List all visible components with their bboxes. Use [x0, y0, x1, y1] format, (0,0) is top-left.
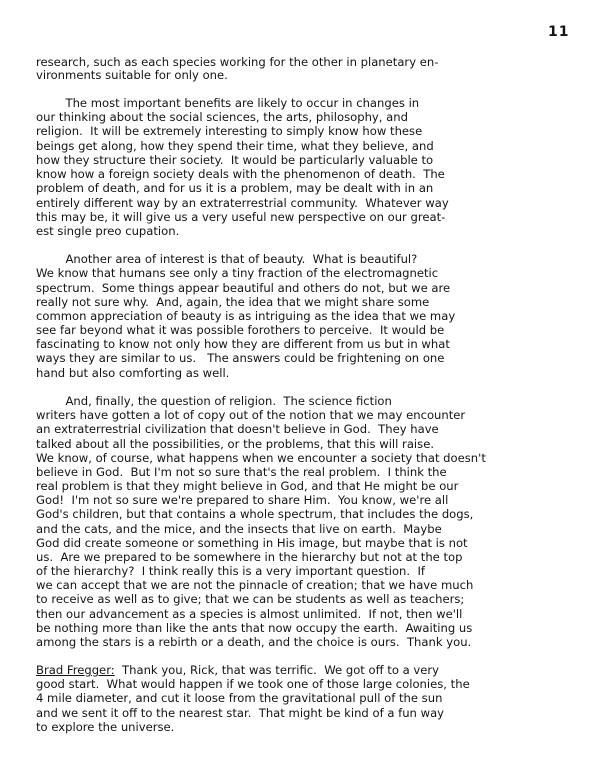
text-line: religion. It will be extremely interesting to simply know how these: [36, 124, 423, 138]
text-line: then our advancement as a species is almost unlimited. If not, then we'll: [36, 607, 463, 621]
text-line: know how a foreign society deals with the phenomenon of death. The: [36, 167, 445, 181]
text-line: vironments suitable for only one.: [36, 68, 228, 82]
text-line: believe in God. But I'm not so sure that's the real problem. I think the: [36, 465, 447, 479]
text-line: God did create someone or something in His image, but maybe that is not: [36, 536, 468, 550]
text-line: Another area of interest is that of beauty. What is beautiful?: [36, 252, 418, 266]
text-line: talked about all the possibilities, or the problems, that this will raise.: [36, 437, 435, 451]
text-line: good start. What would happen if we took one of those large colonies, the: [36, 677, 470, 691]
text-line: be nothing more than like the ants that now occupy the earth. Awaiting us: [36, 621, 473, 635]
text-line: 4 mile diameter, and cut it loose from the gravitational pull of the sun: [36, 691, 443, 705]
text-line: ways they are similar to us. The answers could be frightening on one: [36, 351, 445, 365]
page-number: 11: [548, 24, 570, 40]
text-line: an extraterrestrial civilization that doesn't believe in God. They have: [36, 422, 439, 436]
text-line: this may be, it will give us a very useful new perspective on our great-: [36, 210, 446, 224]
text-line: writers have gotten a lot of copy out of the notion that we may encounter: [36, 408, 466, 422]
text-line: see far beyond what it was possible forothers to perceive. It would be: [36, 323, 445, 337]
text-line: common appreciation of beauty is as intriguing as the idea that we may: [36, 309, 456, 323]
text-line: among the stars is a rebirth or a death, and the choice is ours. Thank you.: [36, 635, 472, 649]
text-line: beings get along, how they spend their time, what they believe, and: [36, 139, 434, 153]
dialogue-line: [36, 663, 439, 677]
text-line: And, finally, the question of religion. The science fiction: [36, 394, 392, 408]
text-line: real problem is that they might believe in God, and that He might be our: [36, 479, 459, 493]
text-line: The most important benefits are likely to occur in changes in: [36, 96, 420, 110]
text-line: to receive as well as to give; that we can be students as well as teachers;: [36, 592, 465, 606]
dialogue-text: Thank you, Rick, that was terrific. We got off to a very: [114, 663, 440, 677]
text-line: We know that humans see only a tiny fraction of the electromagnetic: [36, 266, 439, 280]
text-line: hand but also comforting as well.: [36, 366, 230, 380]
text-line: spectrum. Some things appear beautiful and others do not, but we are: [36, 281, 451, 295]
text-line: and we sent it off to the nearest star. That might be kind of a fun way: [36, 706, 445, 720]
text-line: God! I'm not so sure we're prepared to share Him. You know, we're all: [36, 493, 449, 507]
text-line: to explore the universe.: [36, 720, 175, 734]
text-line: fascinating to know not only how they are different from us but in what: [36, 337, 450, 351]
text-line: our thinking about the social sciences, the arts, philosophy, and: [36, 110, 408, 124]
text-line: est single preo cupation.: [36, 224, 180, 238]
text-line: research, such as each species working for the other in planetary en-: [36, 55, 439, 69]
text-line: we can accept that we are not the pinnacle of creation; that we have much: [36, 578, 474, 592]
text-line: and the cats, and the mice, and the insects that live on earth. Maybe: [36, 522, 442, 536]
speaker-name: Brad Fregger:: [36, 663, 115, 677]
text-line: us. Are we prepared to be somewhere in the hierarchy but not at the top: [36, 550, 463, 564]
text-line: We know, of course, what happens when we encounter a society that doesn't: [36, 451, 486, 465]
text-line: how they structure their society. It would be particularly valuable to: [36, 153, 434, 167]
text-line: problem of death, and for us it is a problem, may be dealt with in an: [36, 181, 434, 195]
text-line: really not sure why. And, again, the idea that we might share some: [36, 295, 430, 309]
text-line: of the hierarchy? I think really this is a very important question. If: [36, 564, 425, 578]
text-line: God's children, but that contains a whole spectrum, that includes the dogs,: [36, 507, 474, 521]
text-line: entirely different way by an extraterrestrial community. Whatever way: [36, 196, 449, 210]
